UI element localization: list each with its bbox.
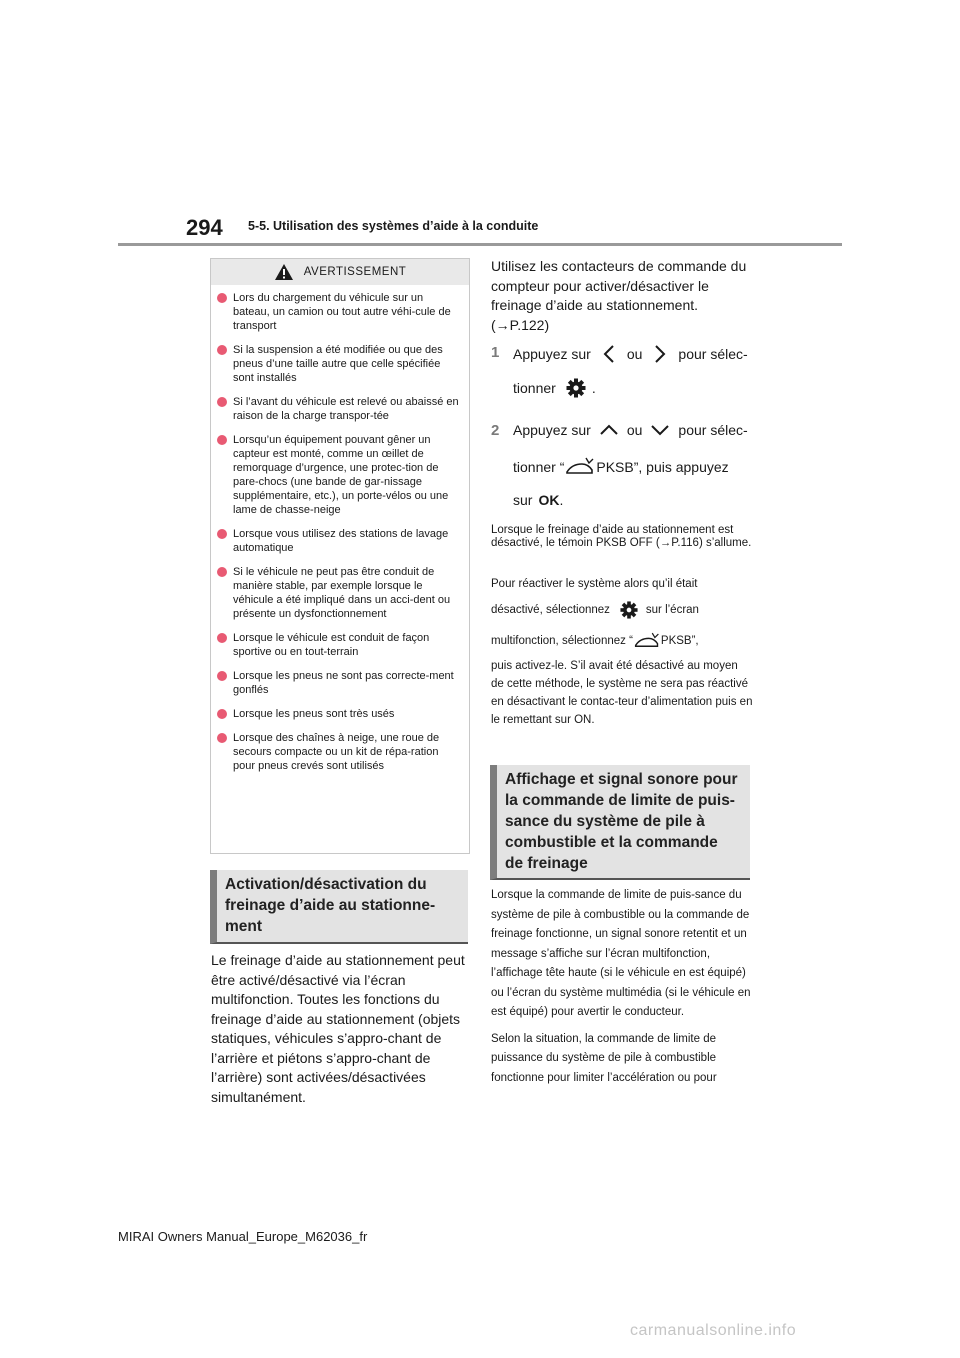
activation-heading: Activation/désactivation du freinage d’aide au stationne-ment xyxy=(210,870,468,944)
footer-text: MIRAI Owners Manual_Europe_M62036_fr xyxy=(118,1229,368,1244)
pksb-icon xyxy=(564,457,596,477)
bullet-icon xyxy=(217,293,227,303)
step-number: 2 xyxy=(491,422,500,439)
section-title: 5-5. Utilisation des systèmes d’aide à la conduite xyxy=(248,219,539,233)
list-item: Lorsque des chaînes à neige, une roue de secours compacte ou un kit de répa-ration pour pneus crevés sont utilisés xyxy=(217,731,461,773)
activation-paragraph: Le freinage d’aide au stationnement peut être activé/désactivé via l’écran multifonction. Toutes les fonctions du freinage d’aide au stationnement (objets statiques, véhicules s’appro-chant de l’arrière et piétons s’appro-chant de l’arrière) sont activées/désactivées simultanément. xyxy=(211,952,465,1105)
watermark: carmanualsonline.info xyxy=(630,1322,797,1339)
chevron-left-icon xyxy=(603,344,615,364)
list-item: Lorsque le véhicule est conduit de façon sportive ou en tout-terrain xyxy=(217,631,461,659)
affichage-heading: Affichage et signal sonore pour la commande de limite de puis-sance du système de pile à combustible et la commande de freinage xyxy=(490,765,750,880)
affichage-body xyxy=(491,886,753,1095)
list-item: Lorsque les pneus ne sont pas correcte-ment gonflés xyxy=(217,669,461,697)
bullet-icon xyxy=(217,435,227,445)
gear-icon xyxy=(620,601,638,619)
bullet-icon xyxy=(217,345,227,355)
warning-icon xyxy=(274,263,294,281)
note-pksb-off: Lorsque le freinage d’aide au stationnement est désactivé, le témoin PKSB OFF (→P.116) s’allume. xyxy=(491,524,752,549)
gear-icon xyxy=(566,378,586,398)
page-number: 294 xyxy=(186,215,223,240)
step-number: 1 xyxy=(491,344,500,361)
warning-header xyxy=(211,259,469,285)
body-paragraph-2: Selon la situation, la commande de limite de puissance du système de pile à combustible fonctionne pour limiter l’accélération ou pour xyxy=(491,1032,717,1084)
chevron-right-icon xyxy=(654,344,666,364)
intro-paragraph: Utilisez les contacteurs de commande du compteur pour activer/désactiver le freinage d’aide au stationnement. (→P.122) xyxy=(491,258,747,333)
list-item: Si le véhicule ne peut pas être conduit de manière stable, par exemple lorsque le véhicule a été impliqué dans un acci-dent ou présente un dysfonctionnement xyxy=(217,565,461,621)
body-paragraph-1: Lorsque la commande de limite de puis-sance du système de pile à combustible ou la commande de freinage fonctionne, un signal sonore retentit et un message s’affiche sur l’écran multifonction, l’affichage tête haute (si le véhicule en est équipé) ou l’écran du système multimédia (si le véhicule en est équipé) pour avertir le conducteur. xyxy=(491,889,751,1018)
warning-box xyxy=(210,258,470,854)
bullet-icon xyxy=(217,397,227,407)
pksb-icon xyxy=(633,632,661,650)
ok-button-icon: OK xyxy=(538,492,560,508)
chevron-down-icon xyxy=(650,424,670,436)
bullet-icon xyxy=(217,633,227,643)
list-item: Lorsque vous utilisez des stations de lavage automatique xyxy=(217,527,461,555)
chevron-up-icon xyxy=(599,424,619,436)
bullet-icon xyxy=(217,709,227,719)
bullet-icon xyxy=(217,733,227,743)
list-item: Si la suspension a été modifiée ou que des pneus d’une taille autre que celle spécifiée sont installés xyxy=(217,343,461,385)
note-reactivate-rest: puis activez-le. S’il avait été désactivé au moyen de cette méthode, le système ne sera pas réactivé en désactivant le contac-teur d’alimentation puis en le remettant sur ON. xyxy=(491,660,753,726)
step-2: 2 Appuyez sur ou pour sélec- tionner “ PKSB”, puis appuyez sur OK . xyxy=(491,422,748,508)
step-1: 1 Appuyez sur ou pour sélec- tionner . xyxy=(491,344,748,396)
bullet-icon xyxy=(217,567,227,577)
list-item: Lorsque les pneus sont très usés xyxy=(217,707,461,721)
list-item: Lors du chargement du véhicule sur un bateau, un camion ou tout autre véhi-cule de transport xyxy=(217,291,461,333)
warning-title: AVERTISSEMENT xyxy=(303,266,407,278)
bullet-icon xyxy=(217,529,227,539)
note-reactivate-line1: Pour réactiver le système alors qu’il était xyxy=(491,578,698,590)
warning-list xyxy=(211,285,469,773)
list-item: Si l’avant du véhicule est relevé ou abaissé en raison de la charge transpor-tée xyxy=(217,395,461,423)
header-rule xyxy=(118,243,842,246)
list-item: Lorsqu’un équipement pouvant gêner un capteur est monté, comme un œillet de remorquage d’urgence, une protec-tion de pare-chocs (une bande de gar-nissage supplémentaire, etc.), un porte-vélos ou une lame de chasse-neige xyxy=(217,433,461,517)
bullet-icon xyxy=(217,671,227,681)
